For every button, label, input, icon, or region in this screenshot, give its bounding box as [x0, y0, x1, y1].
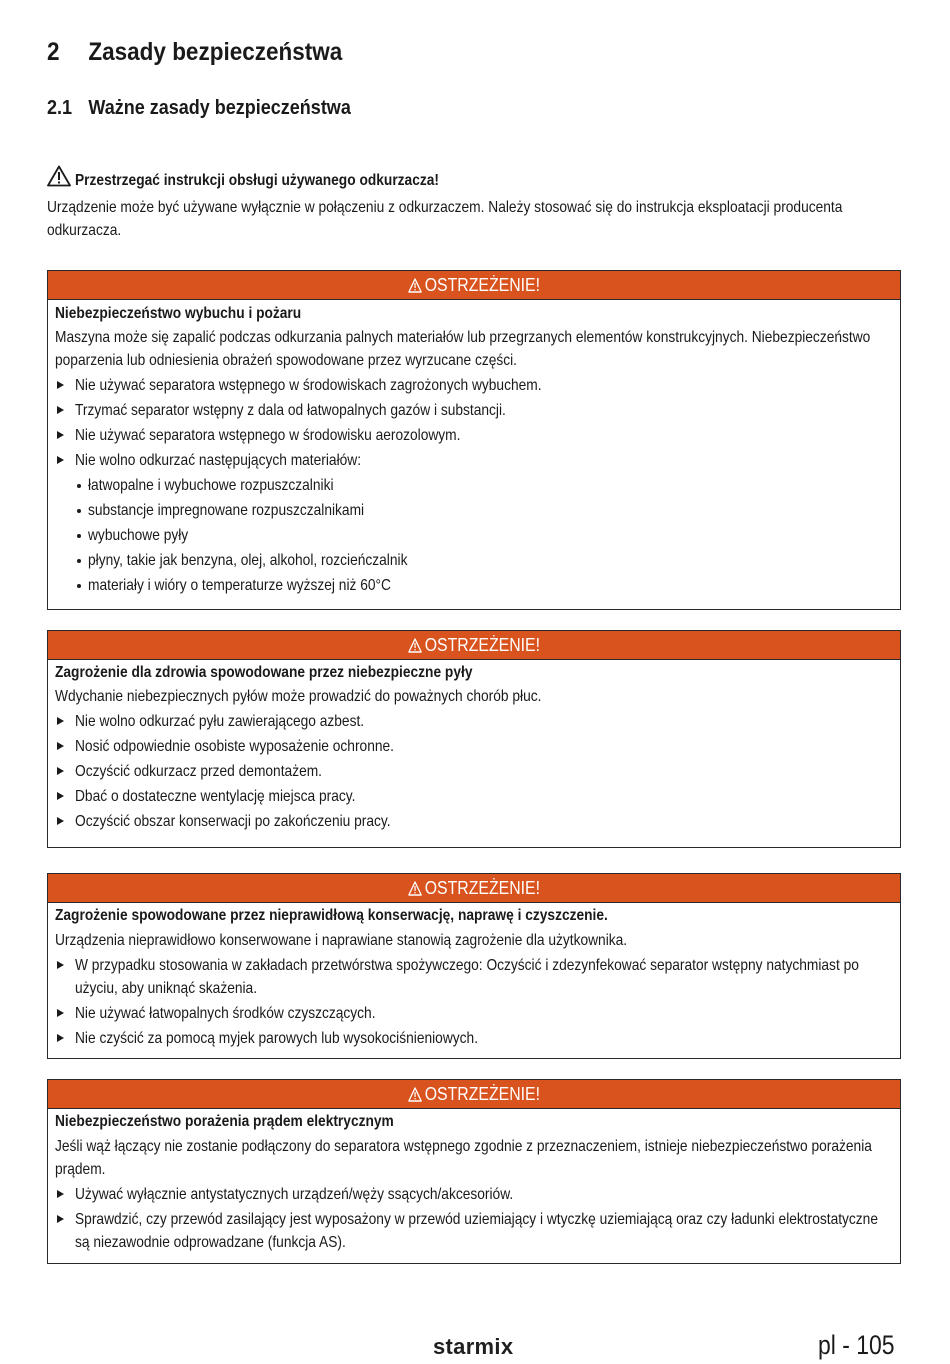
intro-title: Przestrzegać instrukcji obsługi używanego odkurzacza! — [75, 172, 439, 189]
list-item: Nie wolno odkurzać pyłu zawierającego azbest. — [75, 713, 365, 730]
bullet-arrow-icon — [57, 742, 64, 750]
warning-label: OSTRZEŻENIE! — [424, 878, 540, 898]
intro-line: odkurzacza. — [47, 222, 122, 239]
warning-box-maintenance — [47, 873, 901, 1059]
warning-title: Zagrożenie spowodowane przez nieprawidłową konserwację, naprawę i czyszczenie. — [55, 907, 608, 924]
list-item: Używać wyłącznie antystatycznych urządzeń/węży ssących/akcesoriów. — [75, 1186, 514, 1203]
warning-box-electric — [47, 1079, 901, 1264]
warning-title: Niebezpieczeństwo porażenia prądem elektrycznym — [55, 1113, 394, 1130]
logo-text: starmix — [433, 1334, 514, 1359]
chapter-heading — [47, 38, 342, 67]
bullet-arrow-icon — [57, 406, 64, 414]
list-item: Oczyścić obszar konserwacji po zakończeniu pracy. — [75, 813, 391, 830]
list-item: Nie wolno odkurzać następujących materiałów: — [75, 452, 362, 469]
bullet-dot-icon — [77, 559, 81, 563]
bullet-dot-icon — [77, 509, 81, 513]
warning-label: OSTRZEŻENIE! — [424, 635, 540, 655]
warning-header — [48, 1080, 900, 1109]
list-item: Nie używać separatora wstępnego w środowiskach zagrożonych wybuchem. — [75, 377, 542, 394]
bullet-arrow-icon — [57, 381, 64, 389]
list-item: Nie czyścić za pomocą myjek parowych lub wysokociśnieniowych. — [75, 1030, 479, 1047]
warning-text: prądem. — [55, 1161, 106, 1178]
warning-triangle-icon — [408, 638, 422, 653]
bullet-dot-icon — [77, 534, 81, 538]
warning-header — [48, 631, 900, 660]
bullet-arrow-icon — [57, 1215, 64, 1223]
chapter-number: 2 — [47, 38, 60, 66]
list-item: W przypadku stosowania w zakładach przetwórstwa spożywczego: Oczyścić i zdezynfekować separator wstępny natychmiast po — [75, 957, 859, 974]
bullet-arrow-icon — [57, 817, 64, 825]
bullet-arrow-icon — [57, 767, 64, 775]
sub-list-item: wybuchowe pyły — [88, 527, 189, 544]
bullet-arrow-icon — [57, 1009, 64, 1017]
warning-title: Zagrożenie dla zdrowia spowodowane przez niebezpieczne pyły — [55, 664, 473, 681]
section-number: 2.1 — [47, 97, 73, 119]
list-item-continuation: użyciu, aby uniknąć skażenia. — [75, 980, 258, 997]
warning-triangle-icon — [408, 1087, 422, 1102]
warning-text: poparzenia lub odniesienia obrażeń spowodowane przez wyrzucane części. — [55, 352, 518, 369]
bullet-arrow-icon — [57, 1034, 64, 1042]
warning-triangle-icon — [408, 881, 422, 896]
bullet-arrow-icon — [57, 1190, 64, 1198]
sub-list-item: substancje impregnowane rozpuszczalnikami — [88, 502, 365, 519]
bullet-dot-icon — [77, 484, 81, 488]
bullet-arrow-icon — [57, 961, 64, 969]
warning-title: Niebezpieczeństwo wybuchu i pożaru — [55, 305, 302, 322]
list-item-continuation: są niezawodnie odprowadzane (funkcja AS). — [75, 1234, 346, 1251]
bullet-dot-icon — [77, 584, 81, 588]
list-item: Nie używać łatwopalnych środków czyszczących. — [75, 1005, 376, 1022]
list-item: Oczyścić odkurzacz przed demontażem. — [75, 763, 323, 780]
sub-list-item: materiały i wióry o temperaturze wyższej niż 60°C — [88, 577, 391, 594]
intro-line: Urządzenie może być używane wyłącznie w połączeniu z odkurzaczem. Należy stosować się do instrukcja eksploatacji producenta — [47, 199, 843, 216]
bullet-arrow-icon — [57, 431, 64, 439]
bullet-arrow-icon — [57, 717, 64, 725]
sub-list-item: łatwopalne i wybuchowe rozpuszczalniki — [88, 477, 334, 494]
bullet-arrow-icon — [57, 456, 64, 464]
bullet-arrow-icon — [57, 792, 64, 800]
warning-text: Wdychanie niebezpiecznych pyłów może prowadzić do poważnych chorób płuc. — [55, 688, 542, 705]
page-number: pl - 105 — [818, 1330, 895, 1360]
warning-text: Urządzenia nieprawidłowo konserwowane i naprawiane stanowią zagrożenie dla użytkownika. — [55, 932, 628, 949]
list-item: Dbać o dostateczne wentylację miejsca pracy. — [75, 788, 356, 805]
warning-header — [48, 271, 900, 300]
warning-triangle-icon — [408, 278, 422, 293]
warning-triangle-icon — [47, 165, 71, 187]
list-item: Nosić odpowiednie osobiste wyposażenie ochronne. — [75, 738, 394, 755]
sub-list-item: płyny, takie jak benzyna, olej, alkohol, rozcieńczalnik — [88, 552, 408, 569]
warning-text: Maszyna może się zapalić podczas odkurzania palnych materiałów lub przegrzanych elementów konstrukcyjnych. Niebezpieczeństwo — [55, 329, 871, 346]
warning-header — [48, 874, 900, 903]
warning-label: OSTRZEŻENIE! — [424, 1084, 540, 1104]
warning-box-dust — [47, 630, 901, 848]
warning-label: OSTRZEŻENIE! — [424, 275, 540, 295]
warning-box-explosion — [47, 270, 901, 610]
section-heading — [47, 97, 351, 120]
chapter-title: Zasady bezpieczeństwa — [88, 38, 343, 66]
starmix-logo — [433, 1334, 513, 1360]
list-item: Trzymać separator wstępny z dala od łatwopalnych gazów i substancji. — [75, 402, 506, 419]
list-item: Nie używać separatora wstępnego w środowisku aerozolowym. — [75, 427, 461, 444]
section-title: Ważne zasady bezpieczeństwa — [88, 97, 351, 119]
list-item: Sprawdzić, czy przewód zasilający jest wyposażony w przewód uziemiający i wtyczkę uziemiającą oraz czy ładunki elektrostatyczne — [75, 1211, 878, 1228]
warning-text: Jeśli wąż łączący nie zostanie podłączony do separatora wstępnego zgodnie z przeznaczeniem, istnieje niebezpieczeństwo porażenia — [55, 1138, 872, 1155]
intro-body — [47, 196, 842, 242]
